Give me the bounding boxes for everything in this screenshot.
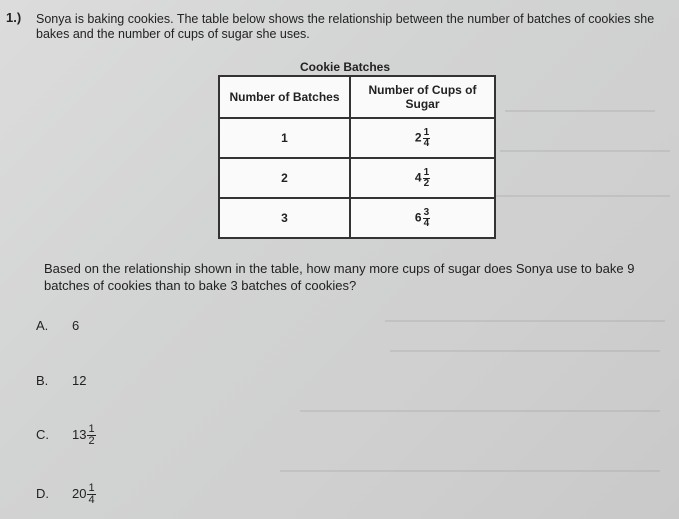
cups-whole: 6	[414, 210, 422, 225]
fraction-numerator: 1	[423, 166, 430, 178]
fraction-numerator: 1	[423, 126, 430, 138]
fraction-numerator: 1	[88, 423, 95, 435]
table-title: Cookie Batches	[300, 60, 391, 74]
table-row	[219, 118, 495, 158]
fraction-numerator: 1	[88, 482, 95, 494]
table-row	[219, 198, 495, 238]
option-value: 12	[72, 373, 87, 388]
cups-fraction	[423, 168, 431, 189]
table-row	[219, 158, 495, 198]
cell-cups	[350, 118, 495, 158]
fraction-denominator: 4	[423, 137, 430, 149]
option-value: 20	[72, 485, 87, 501]
fraction-numerator: 3	[423, 206, 430, 218]
cell-cups	[350, 158, 495, 198]
fraction-denominator: 2	[88, 435, 95, 447]
cookie-batches-table	[218, 75, 496, 239]
cell-batches: 3	[219, 198, 350, 238]
header-batches: Number of Batches	[219, 76, 350, 118]
option-fraction	[87, 483, 95, 506]
fraction-denominator: 2	[423, 177, 430, 189]
answer-option-d[interactable]	[36, 483, 96, 506]
option-letter: B.	[36, 373, 49, 388]
cell-batches: 1	[219, 118, 350, 158]
table-header-row	[219, 76, 495, 118]
problem-prompt: Sonya is baking cookies. The table below shows the relationship between the number of batches of cookies she bakes and the number of cups of sugar she uses.	[36, 12, 655, 41]
option-value: 6	[72, 318, 80, 333]
question-number: 1.)	[6, 10, 22, 25]
option-letter: C.	[36, 426, 49, 442]
cell-cups	[350, 198, 495, 238]
cups-whole: 4	[414, 170, 422, 185]
option-letter: D.	[36, 485, 49, 501]
fraction-denominator: 4	[88, 494, 95, 506]
cups-fraction	[423, 208, 431, 229]
option-value: 13	[72, 426, 87, 442]
answer-option-b[interactable]	[36, 373, 86, 388]
cups-fraction	[423, 128, 431, 149]
question-text: Based on the relationship shown in the table, how many more cups of sugar does Sonya use to bake 9 batches of cookies than to bake 3 batches of cookies?	[44, 261, 635, 293]
option-fraction	[87, 424, 95, 447]
answer-option-a[interactable]	[36, 318, 79, 333]
cell-batches: 2	[219, 158, 350, 198]
option-letter: A.	[36, 318, 49, 333]
header-cups: Number of Cups of Sugar	[350, 76, 495, 118]
cups-whole: 2	[414, 130, 422, 145]
answer-option-c[interactable]	[36, 424, 96, 447]
fraction-denominator: 4	[423, 217, 430, 229]
